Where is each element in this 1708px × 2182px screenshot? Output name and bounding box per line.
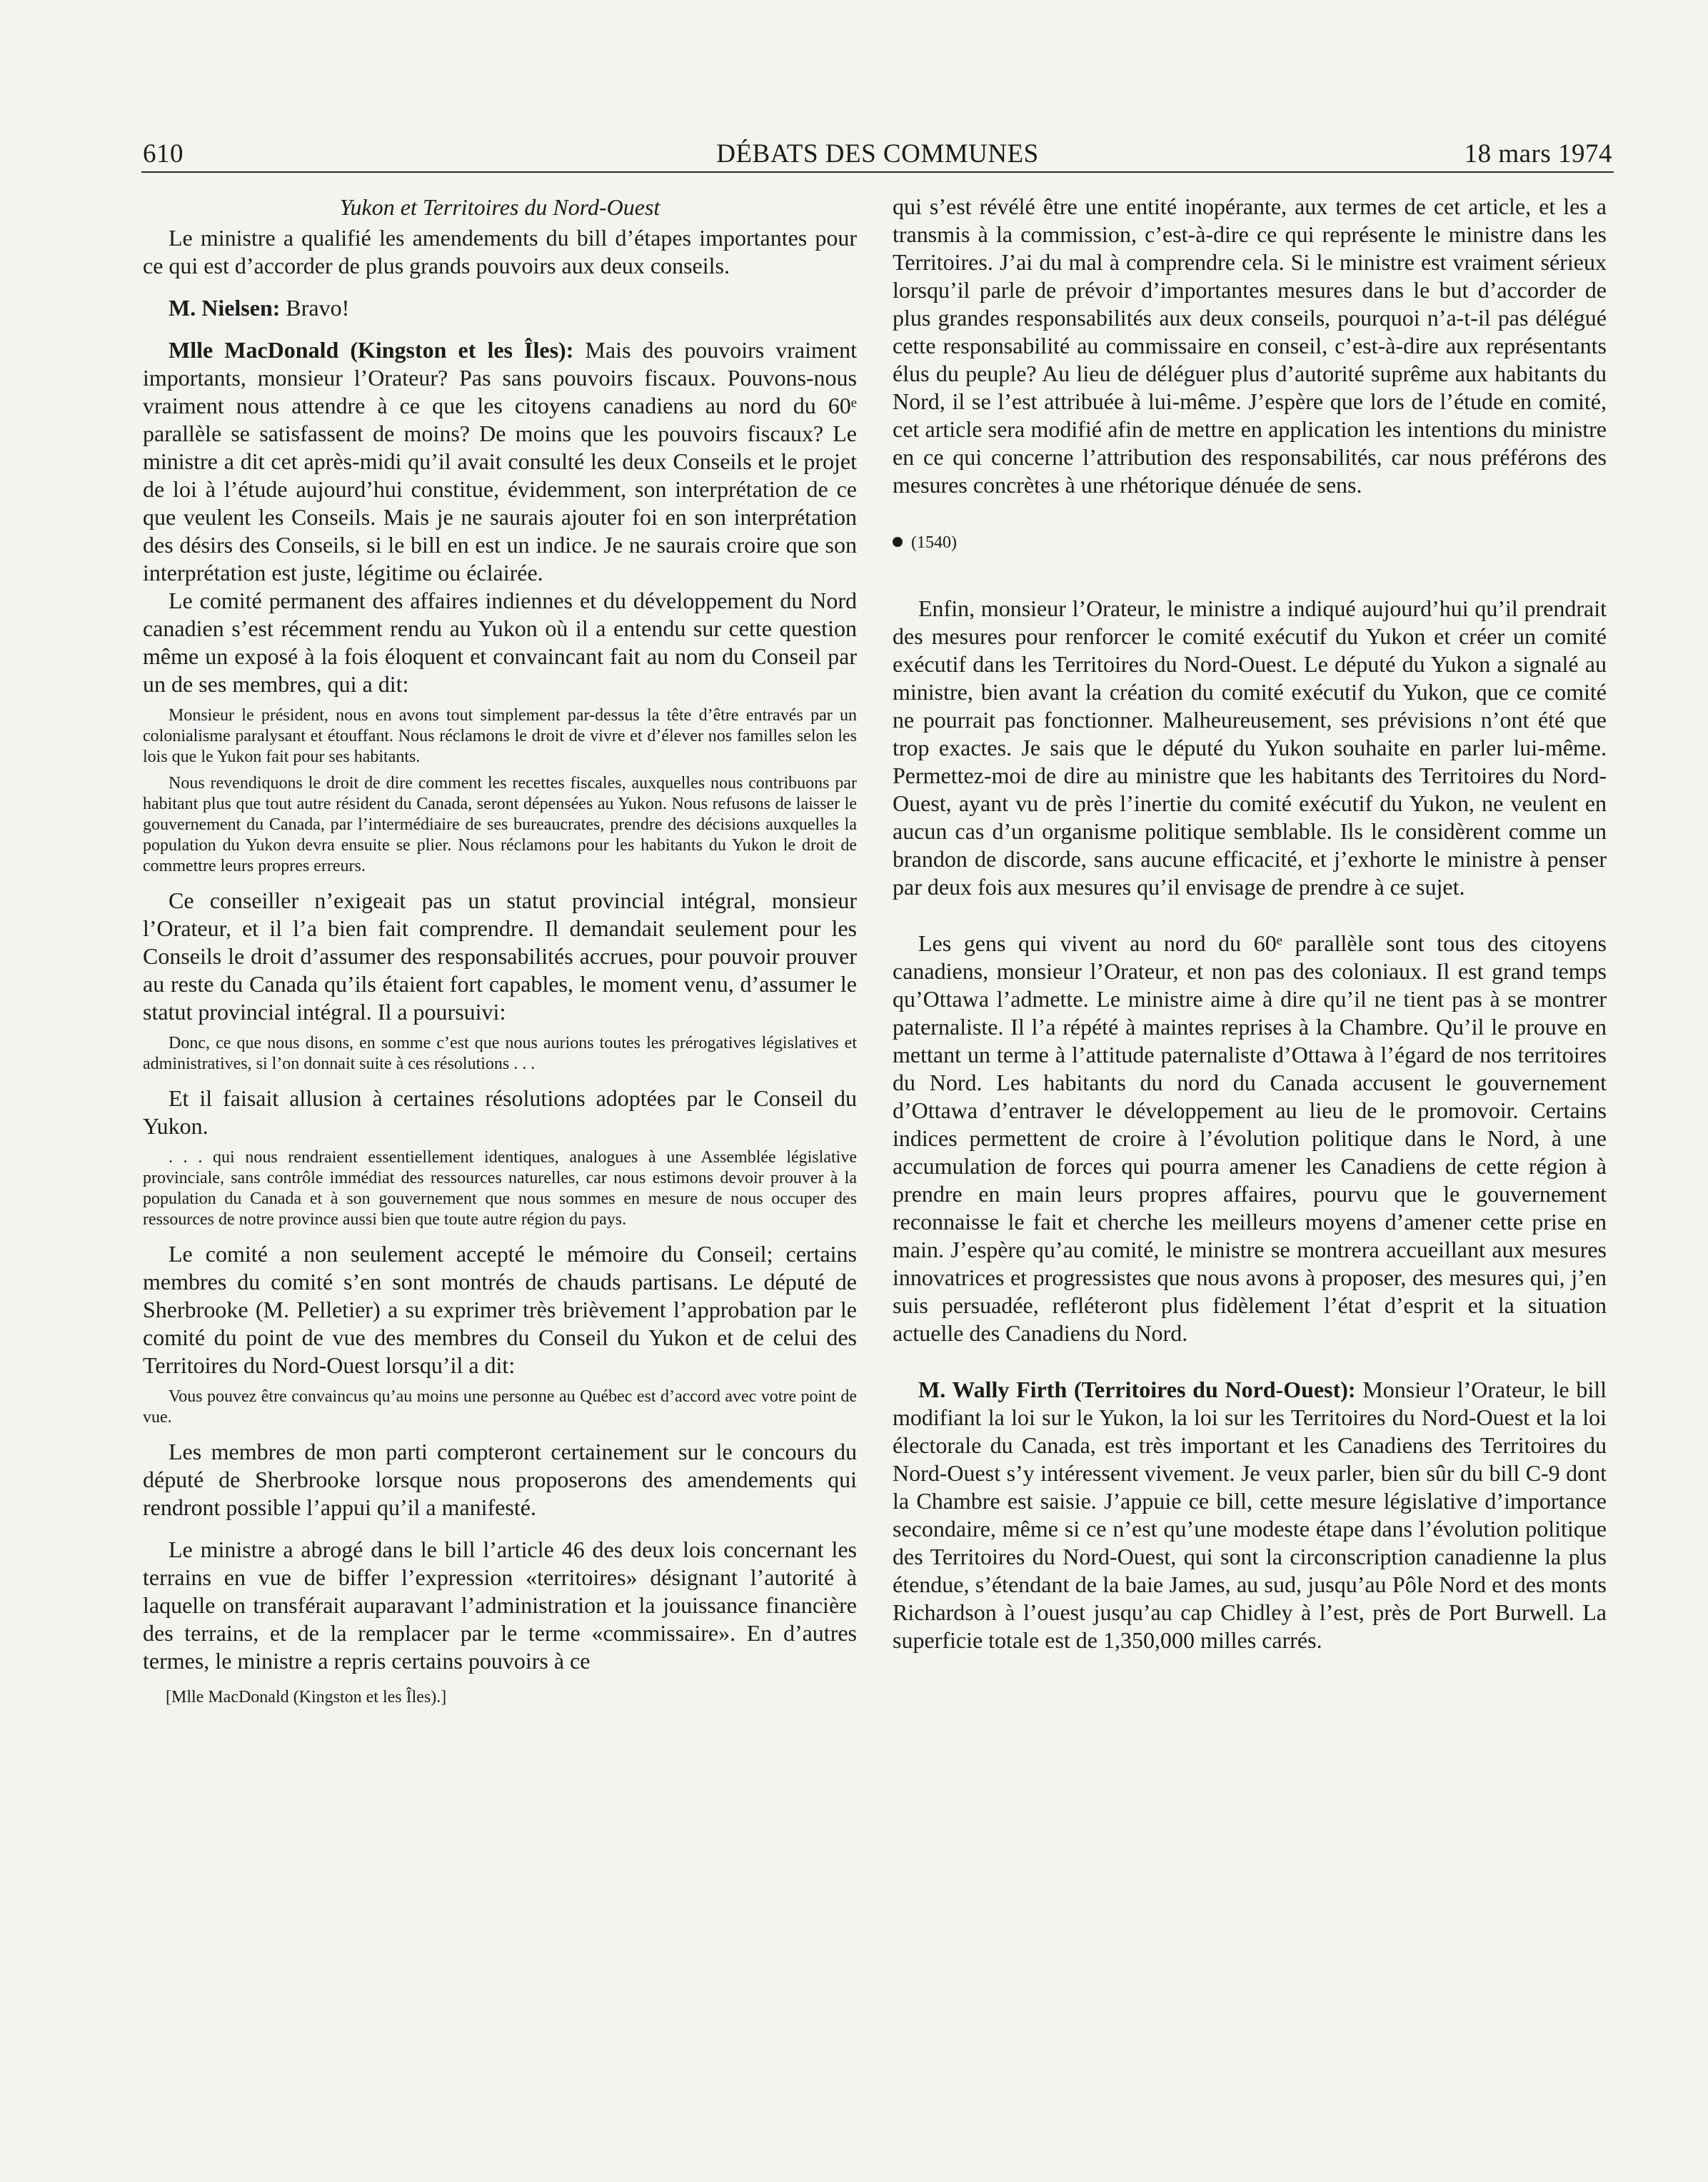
paragraph: Ce conseiller n’exigeait pas un statut provincial intégral, monsieur l’Orateur, et il l’a bien fait comprendre. Il demandait seulement pour les Conseils le droit d’assumer des responsabilités accrues, pour pouvoir prouver au reste du Canada qu’ils étaient fort capables, le moment venu, d’assumer le statut provincial intégral. Il a poursuivi: xyxy=(143,888,857,1025)
quote-paragraph: Donc, ce que nous disons, en somme c’est que nous aurions toutes les prérogatives législatives et administratives, si l’on donnait suite à ces résolutions . . . xyxy=(143,1034,857,1073)
quote-paragraph: Nous revendiquons le droit de dire comment les recettes fiscales, auxquelles nous contribuons par habitant plus que tout autre résident du Canada, seront dépensées au Yukon. Nous refusons de laisser le gouvernement du Canada, par l’intermédiaire de ses bureaucrates, prendre des décisions auxquelles la population du Yukon devra ensuite se plier. Nous réclamons pour les habitants du Yukon le droit de commettre leurs propres erreurs. xyxy=(143,774,857,875)
quote-paragraph: Vous pouvez être convaincus qu’au moins une personne au Québec est d’accord avec votre point de vue. xyxy=(143,1387,857,1427)
time-marker-label: (1540) xyxy=(911,533,957,552)
quote-paragraph: . . . qui nous rendraient essentiellement identiques, analogues à une Assemblée législative provinciale, sans contrôle immédiat des ressources naturelles, car nous estimons devoir prouver à la population du Canada et à son gouvernement que nous sommes en mesure de nous occuper des ressources de notre province aussi bien que toute autre région du pays. xyxy=(143,1148,857,1229)
speech-text: Mais des pouvoirs vraiment importants, monsieur l’Orateur? Pas sans pouvoirs fiscaux. Pouvons-nous vraiment nous attendre à ce que les citoyens canadiens au nord du 60ᵉ parallèle se satisfassent de moins? De moins que les pouvoirs fiscaux? Le ministre a dit cet après-midi qu’il avait consulté les deux Conseils et le projet de loi à l’étude aujourd’hui constitue, évidemment, son interprétation de ce que veulent les Conseils. Mais je ne saurais ajouter foi en son interprétation des désirs des Conseils, si le bill en est un indice. Je ne saurais croire que son interprétation est juste, légitime ou éclairée. xyxy=(143,337,857,585)
publication-title: DÉBATS DES COMMUNES xyxy=(716,139,1039,169)
paragraph: Le ministre a abrogé dans le bill l’article 46 des deux lois concernant les terrains en vue de biffer l’expression «territoires» désignant l’autorité à laquelle on transférait auparavant l’administration et la jouissance financière des terrains, et de la remplacer par le terme «commissaire». En d’autres termes, le ministre a repris certains pouvoirs à ce xyxy=(143,1537,857,1674)
bullet-icon xyxy=(893,537,903,547)
speech-paragraph xyxy=(143,294,857,322)
paragraph: Enfin, monsieur l’Orateur, le ministre a indiqué aujourd’hui qu’il prendrait des mesures pour renforcer le comité exécutif du Yukon et créer un comité exécutif dans les Territoires du Nord-Ouest. Le député du Yukon a signalé au ministre, bien avant la création du comité exécutif du Yukon, que ce comité ne pourrait pas fonctionner. Malheureusement, ses prévisions n’ont été que trop exactes. Je sais que le député du Yukon souhaite en parler lui-même. Permettez-moi de dire au ministre que les habitants des Territoires du Nord-Ouest, ayant vu de près l’inertie du comité exécutif du Yukon, ne veulent en aucun cas d’un organisme politique semblable. Ils le considèrent comme un brandon de discorde, sans aucune efficacité, et j’exhorte le ministre à penser par deux fois aux mesures qu’il envisage de prendre à ce sujet. xyxy=(893,595,1607,900)
paragraph: Et il faisait allusion à certaines résolutions adoptées par le Conseil du Yukon. xyxy=(143,1085,857,1139)
right-column xyxy=(893,193,1607,1654)
paragraph: Les membres de mon parti compteront certainement sur le concours du député de Sherbrooke lorsque nous proposerons des amendements qui rendront possible l’appui qu’il a manifesté. xyxy=(143,1439,857,1520)
speech-text: Bravo! xyxy=(280,295,350,321)
speech-paragraph xyxy=(893,1376,1607,1654)
paragraph: Le comité a non seulement accepté le mémoire du Conseil; certains membres du comité s’en sont montrés de chauds partisans. Le député de Sherbrooke (M. Pelletier) a su exprimer très brièvement l’approbation par le comité du point de vue des membres du Conseil du Yukon et de celui des Territoires du Nord-Ouest lorsqu’il a dit: xyxy=(143,1241,857,1378)
speaker-footnote: [Mlle MacDonald (Kingston et les Îles).] xyxy=(166,1688,447,1706)
page-header xyxy=(141,136,1614,173)
paragraph: qui s’est révélé être une entité inopérante, aux termes de cet article, et les a transmis à la commission, c’est-à-dire ce qui représente le ministre dans les Territoires. J’ai du mal à comprendre cela. Si le ministre est vraiment sérieux lorsqu’il parle de prévoir d’importantes mesures dans le but d’accorder de plus grandes responsabilités aux deux conseils, pourquoi n’a-t-il pas délégué cette responsabilité au commissaire en conseil, c’est-à-dire aux représentants élus du peuple? Au lieu de déléguer plus d’autorité suprême aux habitants du Nord, il se l’est attribuée à lui-même. J’espère que lors de l’étude en comité, cet article sera modifié afin de mettre en application les intentions du ministre en ce qui concerne l’attribution des responsabilités, car nous préférons des mesures concrètes à une rhétorique dénuée de sens. xyxy=(893,193,1607,498)
block-quote xyxy=(143,705,857,877)
time-marker xyxy=(893,532,1607,553)
speaker-name: Mlle MacDonald (Kingston et les Îles): xyxy=(169,337,574,363)
speech-paragraph xyxy=(143,336,857,587)
left-column xyxy=(143,193,857,1708)
block-quote xyxy=(143,1033,857,1075)
page-date: 18 mars 1974 xyxy=(1464,139,1612,169)
quote-paragraph: Monsieur le président, nous en avons tout simplement par-dessus la tête d’être entravés par un colonialisme paralysant et étouffant. Nous réclamons le droit de vivre et d’élever nos familles selon les lois que le Yukon fait pour ses habitants. xyxy=(143,706,857,766)
block-quote xyxy=(143,1147,857,1230)
block-quote xyxy=(143,1387,857,1428)
page-number: 610 xyxy=(143,139,184,169)
paragraph: Le ministre a qualifié les amendements du bill d’étapes importantes pour ce qui est d’accorder de plus grands pouvoirs aux deux conseils. xyxy=(143,225,857,278)
speaker-name: M. Wally Firth (Territoires du Nord-Ouest): xyxy=(918,1377,1356,1402)
paragraph: Les gens qui vivent au nord du 60ᵉ parallèle sont tous des citoyens canadiens, monsieur l’Orateur, et non pas des coloniaux. Il est grand temps qu’Ottawa l’admette. Le ministre aime à dire qu’il ne tient pas à se montrer paternaliste. Il l’a répété à maintes reprises à la Chambre. Qu’il le prouve en mettant un terme à l’attitude paternaliste d’Ottawa à l’égard de nos territoires du Nord. Les habitants du nord du Canada accusent le gouvernement d’Ottawa d’entraver le développement au lieu de le promovoir. Certains indices permettent de croire à l’évolution politique dans le Nord, à une accumulation de forces qui pourra amener les Canadiens de cette région à prendre en main leurs propres affaires, pourvu que le gouvernement reconnaisse le fait et cherche les meilleurs moyens d’amener cette prise en main. J’espère qu’au comité, le ministre se montrera accueillant aux mesures innovatrices et progressistes que nous avons à proposer, des mesures qui, j’en suis persuadée, refléteront plus fidèlement l’état d’esprit et la situation actuelle des Canadiens du Nord. xyxy=(893,930,1607,1346)
paragraph: Le comité permanent des affaires indiennes et du développement du Nord canadien s’est récemment rendu au Yukon où il a entendu sur cette question même un exposé à la fois éloquent et convaincant fait au nom du Conseil par un de ses membres, qui a dit: xyxy=(143,588,857,697)
speech-text: Monsieur l’Orateur, le bill modifiant la loi sur le Yukon, la loi sur les Territoires du Nord-Ouest et la loi électorale du Canada, est très important et les Canadiens des Territoires du Nord-Ouest s’y intéressent vivement. Je veux parler, bien sûr du bill C-9 dont la Chambre est saisie. J’appuie ce bill, cette mesure législative d’importance secondaire, même si ce n’est qu’une modeste étape dans l’évolution politique des Territoires du Nord-Ouest, qui sont la circonscription canadienne la plus étendue, s’étendant de la baie James, au sud, jusqu’au Pôle Nord et des monts Richardson à l’ouest jusqu’au cap Chidley à l’est, près de Port Burwell. La superficie totale est de 1,350,000 milles carrés. xyxy=(893,1377,1607,1653)
speaker-name: M. Nielsen: xyxy=(169,295,281,321)
section-title: Yukon et Territoires du Nord-Ouest xyxy=(339,194,660,220)
